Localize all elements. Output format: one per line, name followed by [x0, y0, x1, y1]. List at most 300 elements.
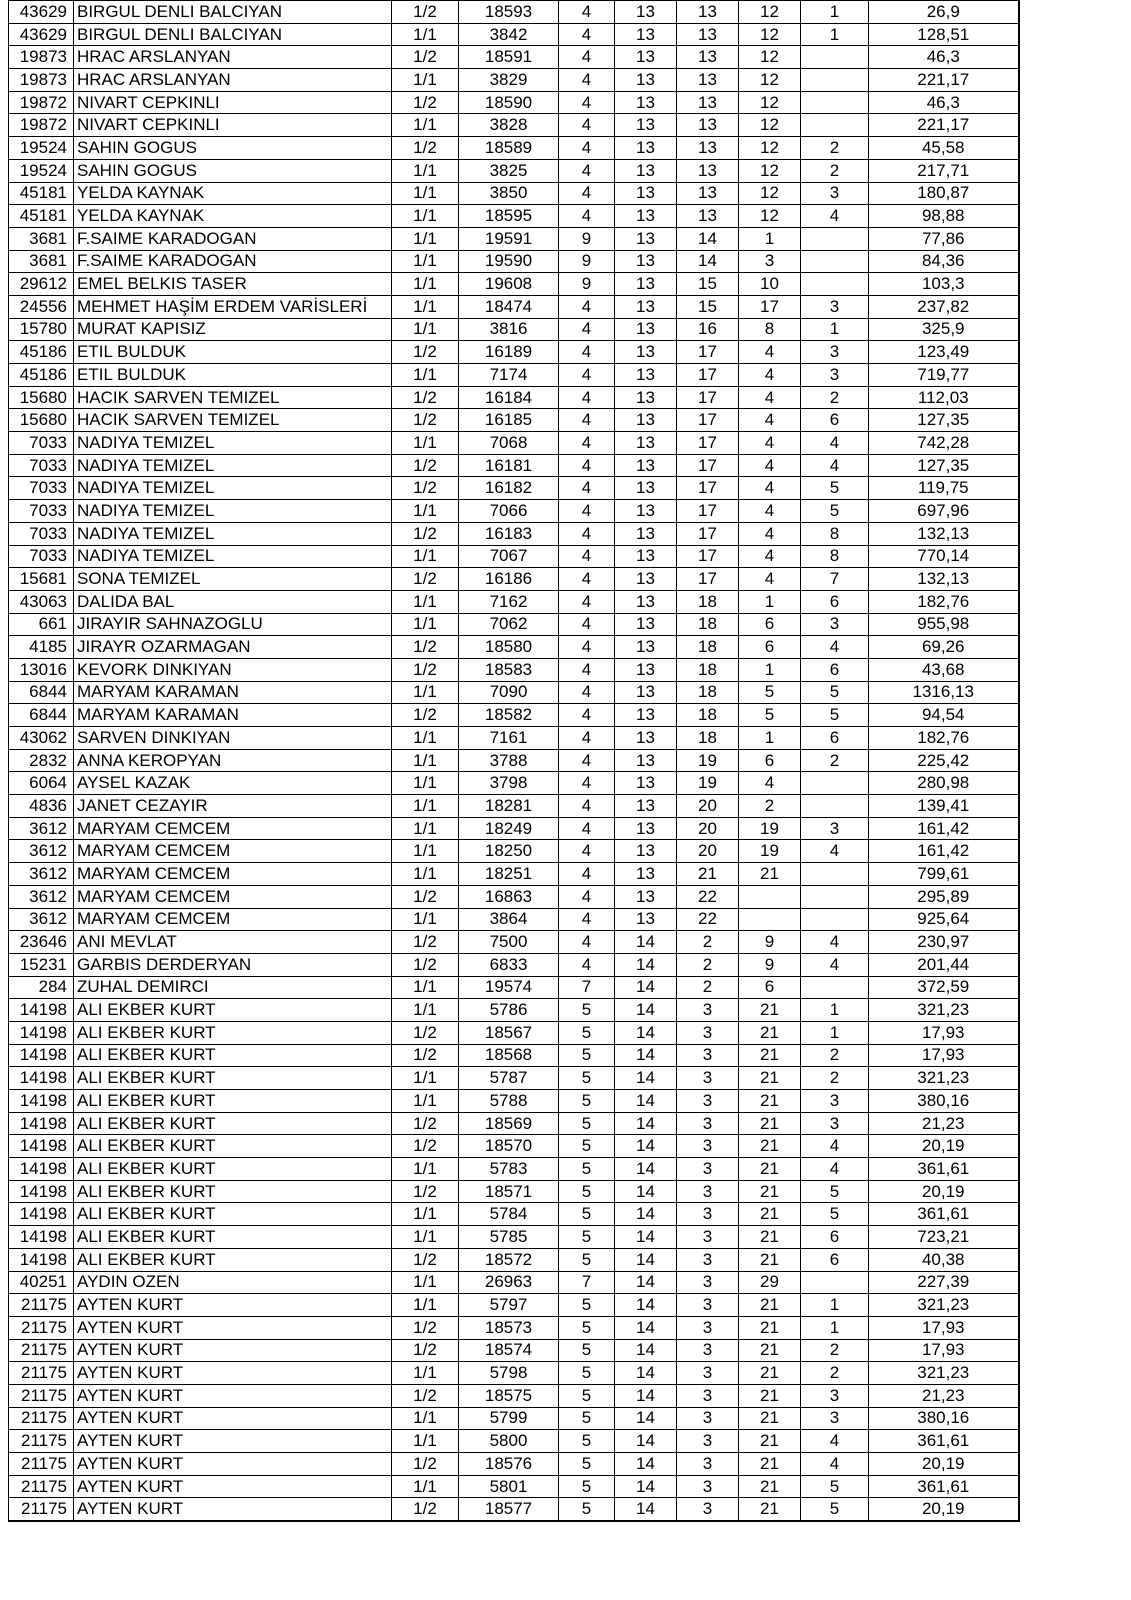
- record-id-cell: 45181: [9, 205, 74, 228]
- col-c-cell: 3: [677, 1112, 739, 1135]
- doc-no-cell: 5798: [459, 1362, 559, 1385]
- amount-cell: 43,68: [869, 658, 1019, 681]
- col-d-cell: 6: [739, 749, 801, 772]
- owner-name-cell: AYTEN KURT: [74, 1384, 392, 1407]
- col-d-cell: 4: [739, 432, 801, 455]
- doc-no-cell: 18571: [459, 1180, 559, 1203]
- record-id-cell: 15231: [9, 953, 74, 976]
- col-c-cell: 17: [677, 409, 739, 432]
- share-cell: 1/2: [392, 454, 459, 477]
- col-a-cell: 4: [559, 749, 615, 772]
- col-d-cell: 1: [739, 727, 801, 750]
- col-a-cell: 5: [559, 1044, 615, 1067]
- record-id-cell: 14198: [9, 1044, 74, 1067]
- doc-no-cell: 7500: [459, 931, 559, 954]
- col-d-cell: 21: [739, 1384, 801, 1407]
- doc-no-cell: 3825: [459, 159, 559, 182]
- owner-name-cell: HRAC ARSLANYAN: [74, 46, 392, 69]
- record-id-cell: 7033: [9, 477, 74, 500]
- table-row: [9, 953, 1019, 976]
- col-b-cell: 13: [615, 91, 677, 114]
- col-d-cell: 21: [739, 1294, 801, 1317]
- col-d-cell: 9: [739, 953, 801, 976]
- col-b-cell: 13: [615, 817, 677, 840]
- doc-no-cell: 18568: [459, 1044, 559, 1067]
- share-cell: 1/1: [392, 976, 459, 999]
- record-id-cell: 3612: [9, 885, 74, 908]
- share-cell: 1/2: [392, 1316, 459, 1339]
- table-row: [9, 613, 1019, 636]
- record-id-cell: 15780: [9, 318, 74, 341]
- col-e-cell: 5: [801, 1203, 869, 1226]
- col-c-cell: 13: [677, 23, 739, 46]
- col-b-cell: 14: [615, 1339, 677, 1362]
- col-c-cell: 21: [677, 863, 739, 886]
- share-cell: 1/1: [392, 681, 459, 704]
- doc-no-cell: 5797: [459, 1294, 559, 1317]
- record-id-cell: 19873: [9, 69, 74, 92]
- col-d-cell: 21: [739, 1112, 801, 1135]
- record-id-cell: 3612: [9, 840, 74, 863]
- record-id-cell: 6844: [9, 704, 74, 727]
- table-row: [9, 46, 1019, 69]
- col-a-cell: 4: [559, 908, 615, 931]
- doc-no-cell: 5801: [459, 1475, 559, 1498]
- share-cell: 1/2: [392, 636, 459, 659]
- amount-cell: 361,61: [869, 1430, 1019, 1453]
- col-e-cell: 5: [801, 704, 869, 727]
- col-d-cell: 12: [739, 159, 801, 182]
- col-e-cell: [801, 863, 869, 886]
- owner-name-cell: NADIYA TEMIZEL: [74, 477, 392, 500]
- col-c-cell: 18: [677, 727, 739, 750]
- share-cell: 1/2: [392, 1044, 459, 1067]
- record-id-cell: 40251: [9, 1271, 74, 1294]
- col-b-cell: 13: [615, 205, 677, 228]
- table-row: [9, 1362, 1019, 1385]
- record-id-cell: 6064: [9, 772, 74, 795]
- col-b-cell: 13: [615, 295, 677, 318]
- col-c-cell: 3: [677, 1271, 739, 1294]
- table-row: [9, 999, 1019, 1022]
- col-b-cell: 13: [615, 795, 677, 818]
- owner-name-cell: ALI EKBER KURT: [74, 1135, 392, 1158]
- amount-cell: 21,23: [869, 1384, 1019, 1407]
- col-c-cell: 3: [677, 1407, 739, 1430]
- col-b-cell: 13: [615, 46, 677, 69]
- amount-cell: 742,28: [869, 432, 1019, 455]
- col-e-cell: 3: [801, 817, 869, 840]
- table-row: [9, 1407, 1019, 1430]
- doc-no-cell: 16181: [459, 454, 559, 477]
- col-c-cell: 19: [677, 749, 739, 772]
- amount-cell: 17,93: [869, 1316, 1019, 1339]
- table-row: [9, 1271, 1019, 1294]
- share-cell: 1/2: [392, 409, 459, 432]
- col-c-cell: 3: [677, 1135, 739, 1158]
- record-id-cell: 4185: [9, 636, 74, 659]
- col-b-cell: 13: [615, 522, 677, 545]
- col-a-cell: 5: [559, 1112, 615, 1135]
- owner-name-cell: MARYAM CEMCEM: [74, 908, 392, 931]
- amount-cell: 112,03: [869, 386, 1019, 409]
- doc-no-cell: 18249: [459, 817, 559, 840]
- doc-no-cell: 16189: [459, 341, 559, 364]
- col-d-cell: 12: [739, 91, 801, 114]
- table-row: [9, 931, 1019, 954]
- owner-name-cell: AYTEN KURT: [74, 1453, 392, 1476]
- table-row: [9, 114, 1019, 137]
- col-e-cell: 4: [801, 454, 869, 477]
- record-id-cell: 21175: [9, 1498, 74, 1521]
- table-row: [9, 454, 1019, 477]
- col-c-cell: 3: [677, 1384, 739, 1407]
- col-e-cell: [801, 772, 869, 795]
- share-cell: 1/1: [392, 772, 459, 795]
- col-e-cell: 3: [801, 364, 869, 387]
- col-c-cell: 14: [677, 250, 739, 273]
- record-id-cell: 24556: [9, 295, 74, 318]
- col-c-cell: 13: [677, 182, 739, 205]
- table-row: [9, 69, 1019, 92]
- col-c-cell: 17: [677, 341, 739, 364]
- owner-name-cell: MURAT KAPISIZ: [74, 318, 392, 341]
- col-e-cell: 4: [801, 1135, 869, 1158]
- record-id-cell: 14198: [9, 1180, 74, 1203]
- share-cell: 1/1: [392, 545, 459, 568]
- owner-name-cell: AYTEN KURT: [74, 1407, 392, 1430]
- record-id-cell: 43063: [9, 590, 74, 613]
- col-a-cell: 4: [559, 205, 615, 228]
- owner-name-cell: ALI EKBER KURT: [74, 1044, 392, 1067]
- amount-cell: 237,82: [869, 295, 1019, 318]
- col-a-cell: 5: [559, 1498, 615, 1521]
- table-row: [9, 341, 1019, 364]
- owner-name-cell: F.SAIME KARADOGAN: [74, 250, 392, 273]
- owner-name-cell: MARYAM CEMCEM: [74, 840, 392, 863]
- table-row: [9, 1498, 1019, 1521]
- owner-name-cell: AYTEN KURT: [74, 1339, 392, 1362]
- share-cell: 1/1: [392, 318, 459, 341]
- doc-no-cell: 3842: [459, 23, 559, 46]
- doc-no-cell: 16183: [459, 522, 559, 545]
- doc-no-cell: 7090: [459, 681, 559, 704]
- col-a-cell: 7: [559, 976, 615, 999]
- amount-cell: 221,17: [869, 69, 1019, 92]
- doc-no-cell: 18251: [459, 863, 559, 886]
- col-e-cell: [801, 885, 869, 908]
- table-row: [9, 658, 1019, 681]
- col-e-cell: 4: [801, 1430, 869, 1453]
- col-e-cell: 1: [801, 318, 869, 341]
- record-id-cell: 14198: [9, 1112, 74, 1135]
- col-b-cell: 14: [615, 1294, 677, 1317]
- record-id-cell: 45186: [9, 364, 74, 387]
- doc-no-cell: 7161: [459, 727, 559, 750]
- share-cell: 1/1: [392, 1158, 459, 1181]
- owner-name-cell: MARYAM KARAMAN: [74, 681, 392, 704]
- col-e-cell: 2: [801, 1339, 869, 1362]
- col-a-cell: 4: [559, 159, 615, 182]
- table-row: [9, 1112, 1019, 1135]
- col-a-cell: 5: [559, 1021, 615, 1044]
- share-cell: 1/1: [392, 1226, 459, 1249]
- col-b-cell: 14: [615, 1407, 677, 1430]
- col-b-cell: 13: [615, 364, 677, 387]
- table-row: [9, 1384, 1019, 1407]
- share-cell: 1/1: [392, 1271, 459, 1294]
- col-c-cell: 22: [677, 885, 739, 908]
- col-d-cell: 21: [739, 1362, 801, 1385]
- col-c-cell: 15: [677, 295, 739, 318]
- record-id-cell: 19872: [9, 114, 74, 137]
- record-id-cell: 19872: [9, 91, 74, 114]
- col-d-cell: 21: [739, 1407, 801, 1430]
- owner-name-cell: AYTEN KURT: [74, 1362, 392, 1385]
- doc-no-cell: 7062: [459, 613, 559, 636]
- col-b-cell: 13: [615, 681, 677, 704]
- table-row: [9, 885, 1019, 908]
- amount-cell: 201,44: [869, 953, 1019, 976]
- col-e-cell: 1: [801, 23, 869, 46]
- col-c-cell: 3: [677, 1316, 739, 1339]
- doc-no-cell: 18567: [459, 1021, 559, 1044]
- table-row: [9, 590, 1019, 613]
- col-b-cell: 13: [615, 318, 677, 341]
- col-a-cell: 4: [559, 409, 615, 432]
- record-id-cell: 14198: [9, 1226, 74, 1249]
- share-cell: 1/2: [392, 1, 459, 24]
- col-e-cell: 3: [801, 1112, 869, 1135]
- table-row: [9, 500, 1019, 523]
- col-e-cell: 5: [801, 1180, 869, 1203]
- record-id-cell: 21175: [9, 1453, 74, 1476]
- amount-cell: 139,41: [869, 795, 1019, 818]
- col-d-cell: 21: [739, 1044, 801, 1067]
- share-cell: 1/2: [392, 953, 459, 976]
- col-b-cell: 13: [615, 477, 677, 500]
- amount-cell: 321,23: [869, 1294, 1019, 1317]
- doc-no-cell: 7066: [459, 500, 559, 523]
- col-c-cell: 17: [677, 500, 739, 523]
- col-b-cell: 14: [615, 1180, 677, 1203]
- col-b-cell: 13: [615, 885, 677, 908]
- col-c-cell: 14: [677, 227, 739, 250]
- table-row: [9, 1044, 1019, 1067]
- record-id-cell: 14198: [9, 999, 74, 1022]
- amount-cell: 180,87: [869, 182, 1019, 205]
- amount-cell: 20,19: [869, 1498, 1019, 1521]
- doc-no-cell: 18590: [459, 91, 559, 114]
- col-b-cell: 14: [615, 1135, 677, 1158]
- col-d-cell: 6: [739, 613, 801, 636]
- doc-no-cell: 3829: [459, 69, 559, 92]
- amount-cell: 103,3: [869, 273, 1019, 296]
- amount-cell: 1316,13: [869, 681, 1019, 704]
- doc-no-cell: 6833: [459, 953, 559, 976]
- doc-no-cell: 5786: [459, 999, 559, 1022]
- doc-no-cell: 18577: [459, 1498, 559, 1521]
- col-d-cell: 12: [739, 23, 801, 46]
- col-b-cell: 13: [615, 613, 677, 636]
- share-cell: 1/2: [392, 1453, 459, 1476]
- col-c-cell: 3: [677, 1498, 739, 1521]
- record-id-cell: 21175: [9, 1384, 74, 1407]
- amount-cell: 84,36: [869, 250, 1019, 273]
- col-c-cell: 3: [677, 999, 739, 1022]
- record-id-cell: 661: [9, 613, 74, 636]
- amount-cell: 925,64: [869, 908, 1019, 931]
- col-a-cell: 4: [559, 137, 615, 160]
- doc-no-cell: 18583: [459, 658, 559, 681]
- col-a-cell: 5: [559, 1090, 615, 1113]
- col-a-cell: 5: [559, 1203, 615, 1226]
- doc-no-cell: 18573: [459, 1316, 559, 1339]
- share-cell: 1/1: [392, 795, 459, 818]
- col-a-cell: 5: [559, 1430, 615, 1453]
- col-a-cell: 4: [559, 454, 615, 477]
- owner-name-cell: ETIL BULDUK: [74, 364, 392, 387]
- col-a-cell: 5: [559, 1135, 615, 1158]
- record-id-cell: 21175: [9, 1407, 74, 1430]
- col-d-cell: 21: [739, 1203, 801, 1226]
- col-a-cell: 4: [559, 386, 615, 409]
- table-body: [9, 1, 1019, 1521]
- col-a-cell: 4: [559, 91, 615, 114]
- doc-no-cell: 7067: [459, 545, 559, 568]
- amount-cell: 17,93: [869, 1021, 1019, 1044]
- table-row: [9, 137, 1019, 160]
- table-row: [9, 477, 1019, 500]
- share-cell: 1/2: [392, 1135, 459, 1158]
- col-c-cell: 3: [677, 1067, 739, 1090]
- col-e-cell: 2: [801, 137, 869, 160]
- amount-cell: 325,9: [869, 318, 1019, 341]
- col-c-cell: 18: [677, 658, 739, 681]
- col-d-cell: 21: [739, 1248, 801, 1271]
- col-a-cell: 4: [559, 681, 615, 704]
- col-a-cell: 5: [559, 1316, 615, 1339]
- record-id-cell: 4836: [9, 795, 74, 818]
- amount-cell: 132,13: [869, 522, 1019, 545]
- record-id-cell: 19873: [9, 46, 74, 69]
- share-cell: 1/1: [392, 999, 459, 1022]
- col-a-cell: 4: [559, 318, 615, 341]
- col-d-cell: 5: [739, 704, 801, 727]
- amount-cell: 98,88: [869, 205, 1019, 228]
- doc-no-cell: 16186: [459, 568, 559, 591]
- share-cell: 1/2: [392, 1112, 459, 1135]
- doc-no-cell: 18593: [459, 1, 559, 24]
- owner-name-cell: ALI EKBER KURT: [74, 1203, 392, 1226]
- amount-cell: 321,23: [869, 999, 1019, 1022]
- amount-cell: 221,17: [869, 114, 1019, 137]
- doc-no-cell: 18576: [459, 1453, 559, 1476]
- share-cell: 1/2: [392, 885, 459, 908]
- col-a-cell: 4: [559, 568, 615, 591]
- col-a-cell: 5: [559, 1067, 615, 1090]
- record-id-cell: 21175: [9, 1475, 74, 1498]
- col-d-cell: 21: [739, 1475, 801, 1498]
- table-row: [9, 23, 1019, 46]
- table-row: [9, 908, 1019, 931]
- share-cell: 1/2: [392, 1384, 459, 1407]
- record-id-cell: 14198: [9, 1021, 74, 1044]
- table-row: [9, 681, 1019, 704]
- share-cell: 1/2: [392, 658, 459, 681]
- table-row: [9, 1226, 1019, 1249]
- col-e-cell: [801, 91, 869, 114]
- col-d-cell: 4: [739, 522, 801, 545]
- share-cell: 1/2: [392, 1248, 459, 1271]
- col-c-cell: 3: [677, 1430, 739, 1453]
- table-row: [9, 409, 1019, 432]
- col-b-cell: 13: [615, 23, 677, 46]
- col-e-cell: 4: [801, 953, 869, 976]
- col-e-cell: 1: [801, 1021, 869, 1044]
- amount-cell: 94,54: [869, 704, 1019, 727]
- owner-name-cell: AYTEN KURT: [74, 1475, 392, 1498]
- amount-cell: 128,51: [869, 23, 1019, 46]
- record-id-cell: 7033: [9, 454, 74, 477]
- table-row: [9, 227, 1019, 250]
- col-b-cell: 13: [615, 114, 677, 137]
- col-c-cell: 3: [677, 1090, 739, 1113]
- col-e-cell: 7: [801, 568, 869, 591]
- col-e-cell: [801, 227, 869, 250]
- col-d-cell: 12: [739, 46, 801, 69]
- table-row: [9, 159, 1019, 182]
- amount-cell: 21,23: [869, 1112, 1019, 1135]
- col-e-cell: 6: [801, 658, 869, 681]
- col-d-cell: 4: [739, 364, 801, 387]
- col-b-cell: 14: [615, 1158, 677, 1181]
- col-b-cell: 13: [615, 409, 677, 432]
- owner-name-cell: SONA TEMIZEL: [74, 568, 392, 591]
- col-d-cell: 4: [739, 454, 801, 477]
- amount-cell: 20,19: [869, 1135, 1019, 1158]
- col-c-cell: 17: [677, 432, 739, 455]
- owner-name-cell: HRAC ARSLANYAN: [74, 69, 392, 92]
- col-e-cell: [801, 273, 869, 296]
- col-d-cell: 21: [739, 1021, 801, 1044]
- record-id-cell: 15680: [9, 386, 74, 409]
- amount-cell: 227,39: [869, 1271, 1019, 1294]
- share-cell: 1/2: [392, 704, 459, 727]
- col-a-cell: 4: [559, 704, 615, 727]
- col-b-cell: 13: [615, 227, 677, 250]
- amount-cell: 77,86: [869, 227, 1019, 250]
- owner-name-cell: ALI EKBER KURT: [74, 1180, 392, 1203]
- col-b-cell: 13: [615, 636, 677, 659]
- col-e-cell: 4: [801, 636, 869, 659]
- col-d-cell: 29: [739, 1271, 801, 1294]
- col-e-cell: [801, 69, 869, 92]
- col-d-cell: 4: [739, 500, 801, 523]
- table-row: [9, 1, 1019, 24]
- amount-cell: 45,58: [869, 137, 1019, 160]
- record-id-cell: 21175: [9, 1362, 74, 1385]
- records-table: [8, 0, 1020, 1522]
- amount-cell: 372,59: [869, 976, 1019, 999]
- table-row: [9, 1067, 1019, 1090]
- col-e-cell: 2: [801, 386, 869, 409]
- share-cell: 1/1: [392, 182, 459, 205]
- col-a-cell: 4: [559, 477, 615, 500]
- record-id-cell: 14198: [9, 1067, 74, 1090]
- col-c-cell: 3: [677, 1294, 739, 1317]
- col-b-cell: 13: [615, 69, 677, 92]
